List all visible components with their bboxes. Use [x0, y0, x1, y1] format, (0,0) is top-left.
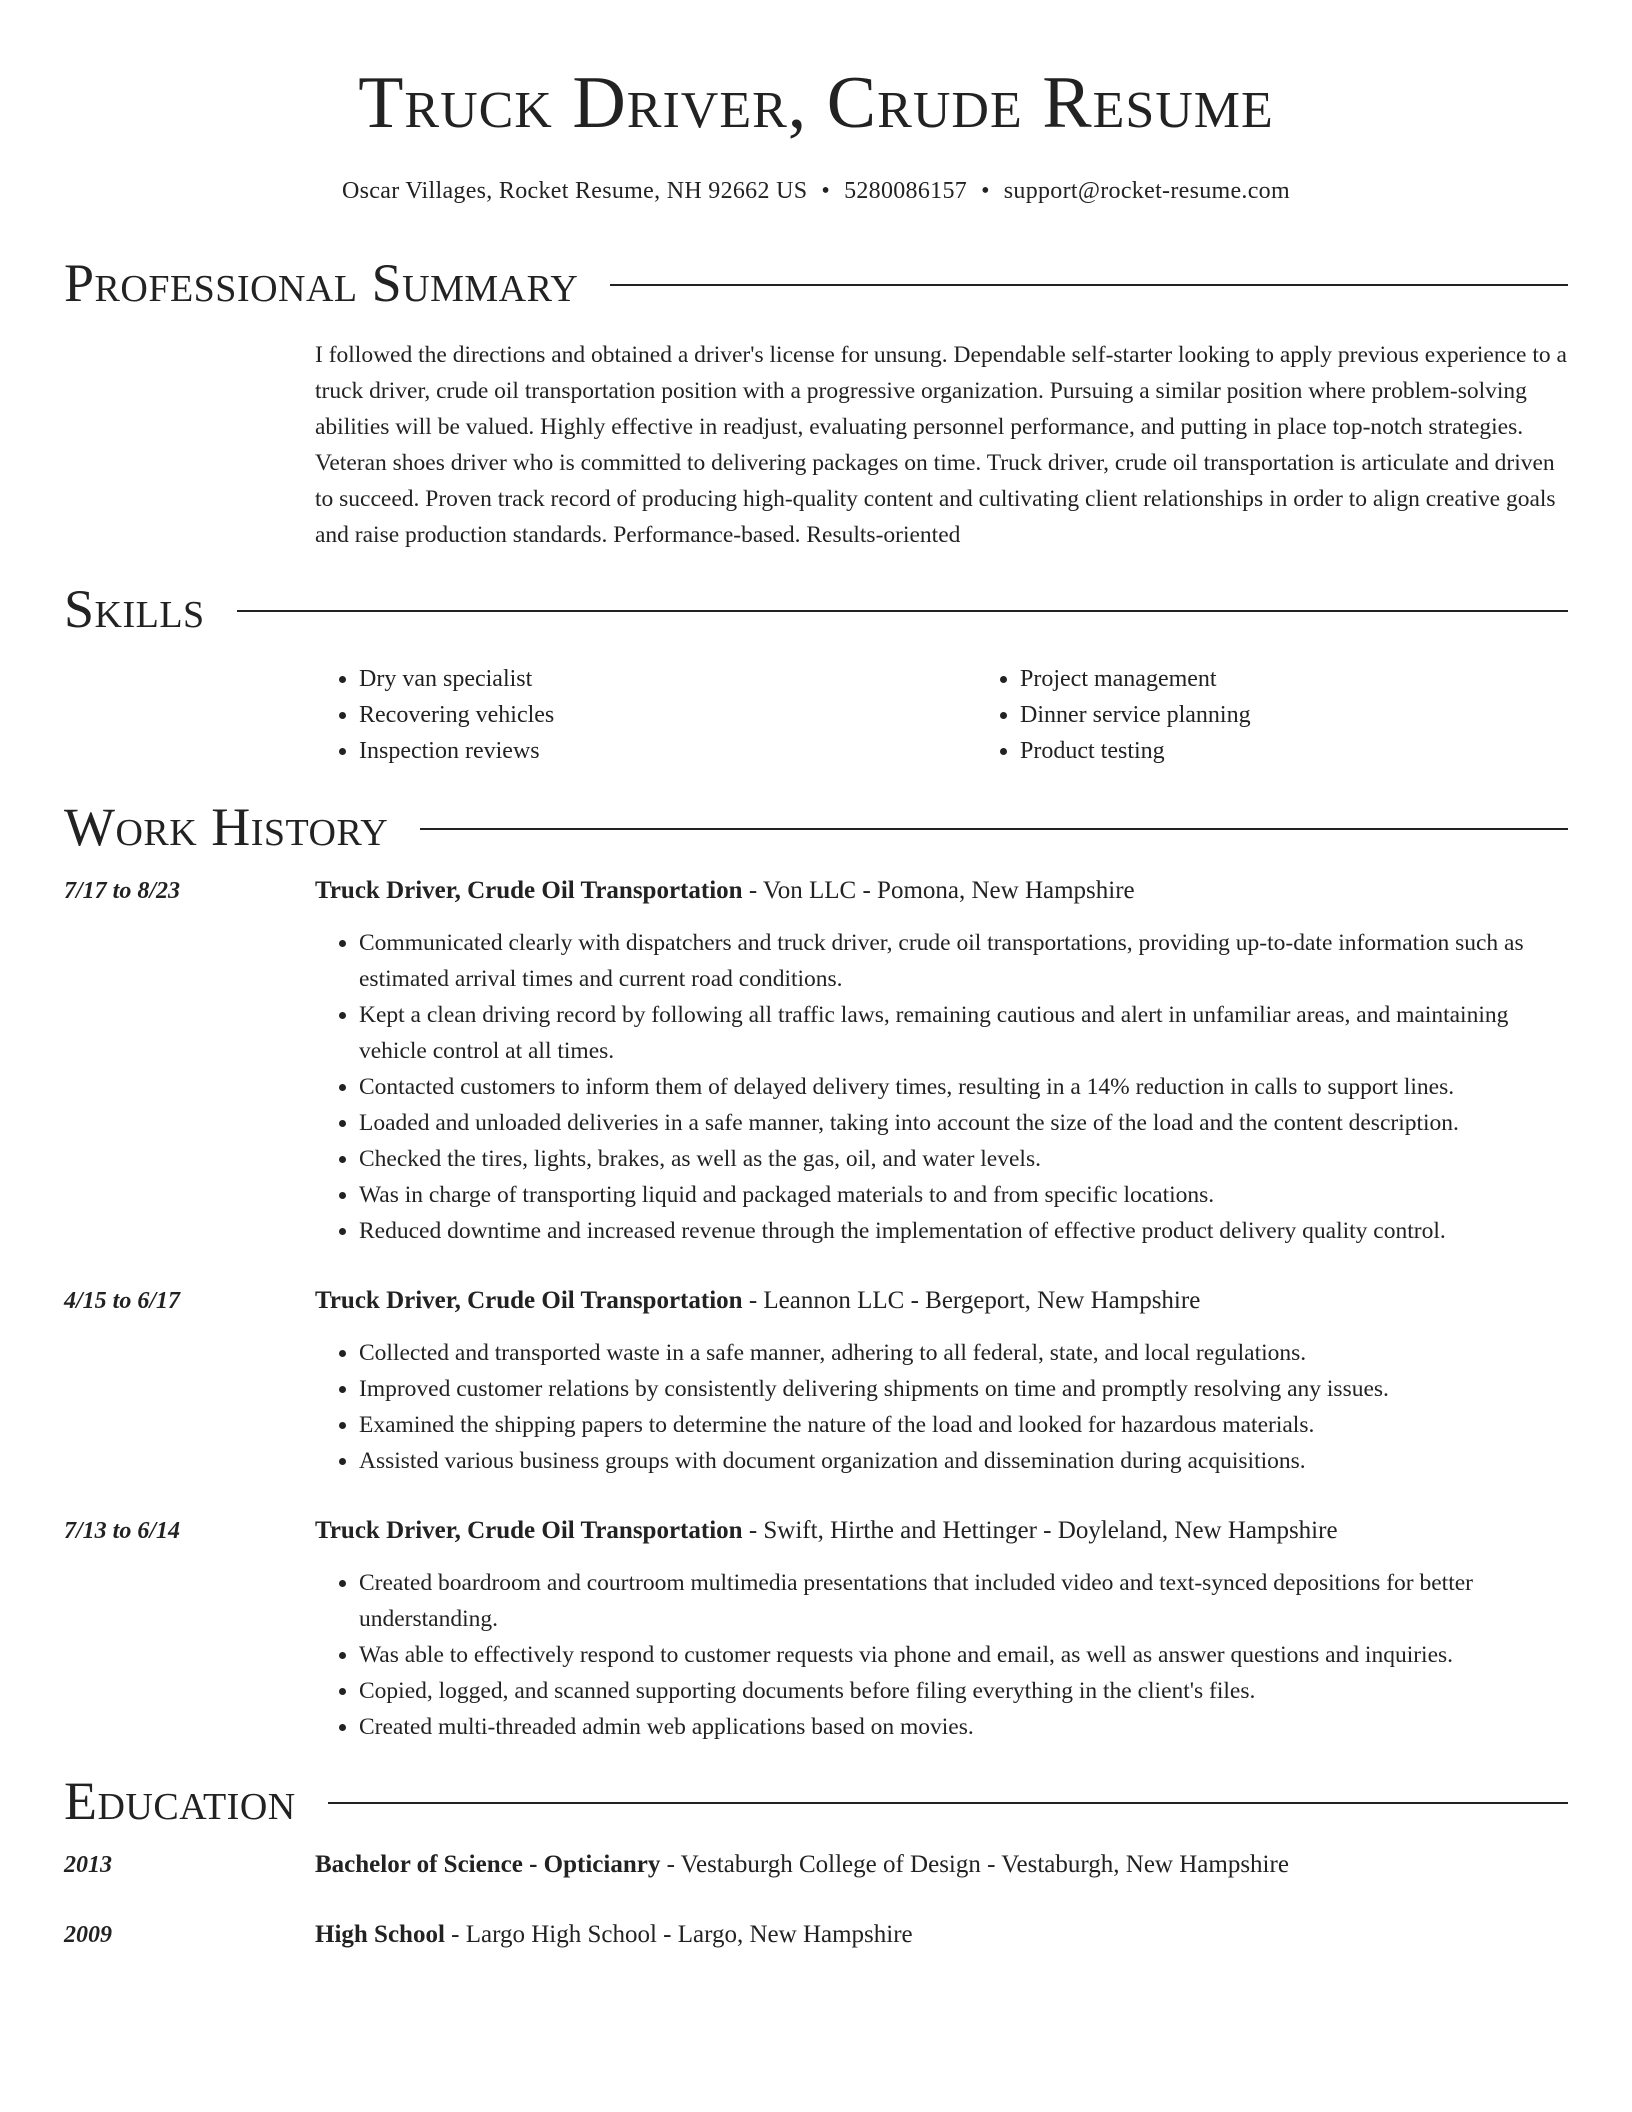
education-details: - Largo High School - Largo, New Hampshire	[444, 1921, 913, 1948]
resume-title: Truck Driver, Crude Resume	[358, 62, 1274, 144]
job-bullet: • Communicated clearly with dispatchers and truck driver, crude oil transportations, providing up-to-date information such as estimated arrival times and current road conditions.	[359, 925, 1568, 997]
job-bullet: • Kept a clean driving record by following all traffic laws, remaining cautious and alert in unfamiliar areas, and maintaining vehicle control at all times.	[359, 997, 1568, 1069]
job-date: 7/13 to 6/14	[64, 1518, 181, 1544]
education-degree: Bachelor of Science - Opticianry	[315, 1851, 661, 1878]
job-title-line	[315, 1283, 1568, 1319]
skill-item: • Recovering vehicles	[359, 697, 976, 733]
education-section-header	[64, 1771, 1568, 1831]
education-details: - Vestaburgh College of Design - Vestaburgh, New Hampshire	[660, 1851, 1289, 1878]
skills-column-right	[976, 661, 1251, 769]
education-date: 2009	[64, 1922, 112, 1948]
job-bullet: • Contacted customers to inform them of delayed delivery times, resulting in a 14% reduction in calls to support lines.	[359, 1069, 1568, 1105]
summary-heading: Professional Summary	[64, 253, 579, 313]
job-title-line	[315, 873, 1568, 909]
job-title-line	[315, 1513, 1568, 1549]
education-degree: High School	[315, 1921, 445, 1948]
job-entry	[64, 873, 1568, 1249]
job-bullet: • Created multi-threaded admin web applications based on movies.	[359, 1709, 1568, 1745]
job-date: 7/17 to 8/23	[64, 878, 181, 904]
job-bullet: • Checked the tires, lights, brakes, as well as the gas, oil, and water levels.	[359, 1141, 1568, 1177]
education-entry	[64, 1917, 1568, 1953]
job-bullet: • Assisted various business groups with document organization and dissemination during acquisitions.	[359, 1443, 1568, 1479]
skill-item: • Product testing	[1020, 733, 1251, 769]
section-rule	[237, 610, 1568, 612]
job-bullet: • Was in charge of transporting liquid and packaged materials to and from specific locations.	[359, 1177, 1568, 1213]
email: support@rocket-resume.com	[1003, 178, 1290, 204]
summary-section-header	[64, 253, 1568, 313]
phone: 5280086157	[844, 178, 968, 204]
job-title: Truck Driver, Crude Oil Transportation	[315, 877, 743, 904]
job-bullets	[315, 1335, 1568, 1479]
skills-list	[315, 661, 1568, 769]
job-bullet: • Reduced downtime and increased revenue through the implementation of effective product delivery quality control.	[359, 1213, 1568, 1249]
job-details: - Leannon LLC - Bergeport, New Hampshire	[742, 1287, 1201, 1314]
separator-dot: •	[981, 178, 990, 204]
section-rule	[420, 828, 1568, 830]
job-entry	[64, 1513, 1568, 1745]
skills-heading: Skills	[64, 579, 205, 639]
job-entry	[64, 1283, 1568, 1479]
education-heading: Education	[64, 1771, 296, 1831]
job-bullet: • Collected and transported waste in a safe manner, adhering to all federal, state, and local regulations.	[359, 1335, 1568, 1371]
job-bullet: • Improved customer relations by consistently delivering shipments on time and promptly resolving any issues.	[359, 1371, 1568, 1407]
education-entry	[64, 1847, 1568, 1883]
work-section-header	[64, 797, 1568, 857]
address: Oscar Villages, Rocket Resume, NH 92662 US	[342, 178, 808, 204]
skills-column-left	[315, 661, 976, 769]
job-bullets	[315, 925, 1568, 1249]
education-date: 2013	[64, 1852, 112, 1878]
section-rule	[328, 1802, 1568, 1804]
skill-item: • Inspection reviews	[359, 733, 976, 769]
job-bullet: • Loaded and unloaded deliveries in a safe manner, taking into account the size of the load and the content description.	[359, 1105, 1568, 1141]
skill-item: • Project management	[1020, 661, 1251, 697]
education-title-line	[315, 1917, 1568, 1953]
job-bullet: • Copied, logged, and scanned supporting documents before filing everything in the client's files.	[359, 1673, 1568, 1709]
contact-line	[0, 178, 1632, 205]
job-bullets	[315, 1565, 1568, 1745]
job-title: Truck Driver, Crude Oil Transportation	[315, 1517, 743, 1544]
job-bullet: • Examined the shipping papers to determine the nature of the load and looked for hazardous materials.	[359, 1407, 1568, 1443]
job-bullet: • Created boardroom and courtroom multimedia presentations that included video and text-synced depositions for better understanding.	[359, 1565, 1568, 1637]
education-title-line	[315, 1847, 1568, 1883]
section-rule	[610, 284, 1568, 286]
job-title: Truck Driver, Crude Oil Transportation	[315, 1287, 743, 1314]
separator-dot: •	[821, 178, 831, 204]
skill-item: • Dry van specialist	[359, 661, 976, 697]
job-date: 4/15 to 6/17	[64, 1288, 181, 1314]
job-details: - Von LLC - Pomona, New Hampshire	[742, 877, 1135, 904]
job-details: - Swift, Hirthe and Hettinger - Doyleland, New Hampshire	[742, 1517, 1338, 1544]
work-heading: Work History	[64, 797, 389, 857]
summary-text: I followed the directions and obtained a driver's license for unsung. Dependable self-starter looking to apply previous experience to a truck driver, crude oil transportation position with a progressive organization. Pursuing a similar position where problem-solving abilities will be valued. Highly effective in readjust, evaluating personnel performance, and putting in place top-notch strategies. Veteran shoes driver who is committed to delivering packages on time. Truck driver, crude oil transportation is articulate and driven to succeed. Proven track record of producing high-quality content and cultivating client relationships in order to align creative goals and raise production standards. Performance-based. Results-oriented	[315, 342, 1567, 548]
job-bullet: • Was able to effectively respond to customer requests via phone and email, as well as answer questions and inquiries.	[359, 1637, 1568, 1673]
skill-item: • Dinner service planning	[1020, 697, 1251, 733]
skills-section-header	[64, 579, 1568, 639]
